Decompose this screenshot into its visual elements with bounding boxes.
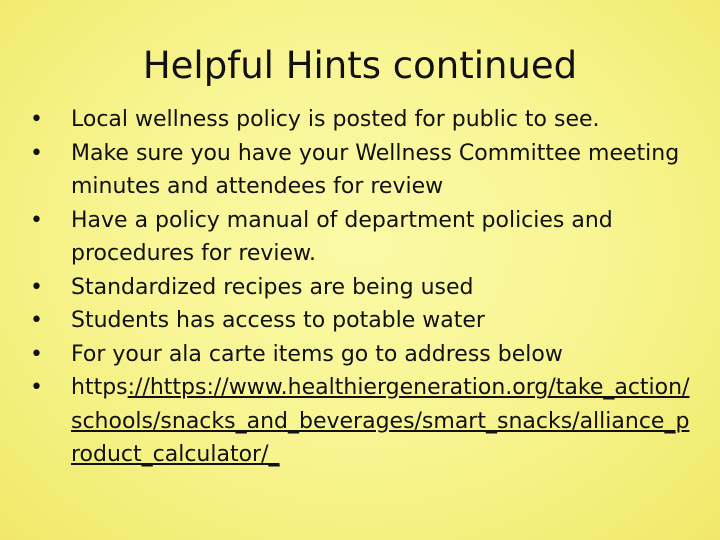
bullet-text: Students has access to potable water <box>71 308 485 333</box>
bullet-list <box>30 103 690 472</box>
slide-title: Helpful Hints continued <box>142 44 578 87</box>
bullet-dot-icon: • <box>30 274 43 300</box>
bullet-dot-icon: • <box>30 308 43 333</box>
bullet-text: Have a policy manual of department policies and procedures for review. <box>71 207 613 266</box>
bullet-dot-icon: • <box>30 140 43 166</box>
bullet-dot-icon: • <box>30 207 43 233</box>
bullet-dot-icon: • <box>30 107 43 132</box>
bullet-text: Local wellness policy is posted for public to see. <box>71 107 600 132</box>
list-item <box>30 204 690 271</box>
bullet-text: For your ala carte items go to address below <box>71 341 563 367</box>
url-text <box>71 371 690 472</box>
calculator-link[interactable]: ://https://www.healthiergeneration.org/take_action/schools/snacks_and_beverages/smart_snacks/alliance_product_calculator/_ <box>71 375 690 467</box>
bullet-text: Make sure you have your Wellness Committee meeting minutes and attendees for review <box>71 140 680 199</box>
list-item <box>30 103 690 137</box>
bullet-text: Standardized recipes are being used <box>71 274 474 300</box>
list-item <box>30 137 690 204</box>
url-prefix: https <box>71 375 128 400</box>
list-item-url <box>30 371 690 472</box>
list-item <box>30 338 690 372</box>
list-item <box>30 271 690 305</box>
bullet-dot-icon: • <box>30 341 43 367</box>
bullet-dot-icon: • <box>30 375 43 400</box>
list-item <box>30 304 690 338</box>
